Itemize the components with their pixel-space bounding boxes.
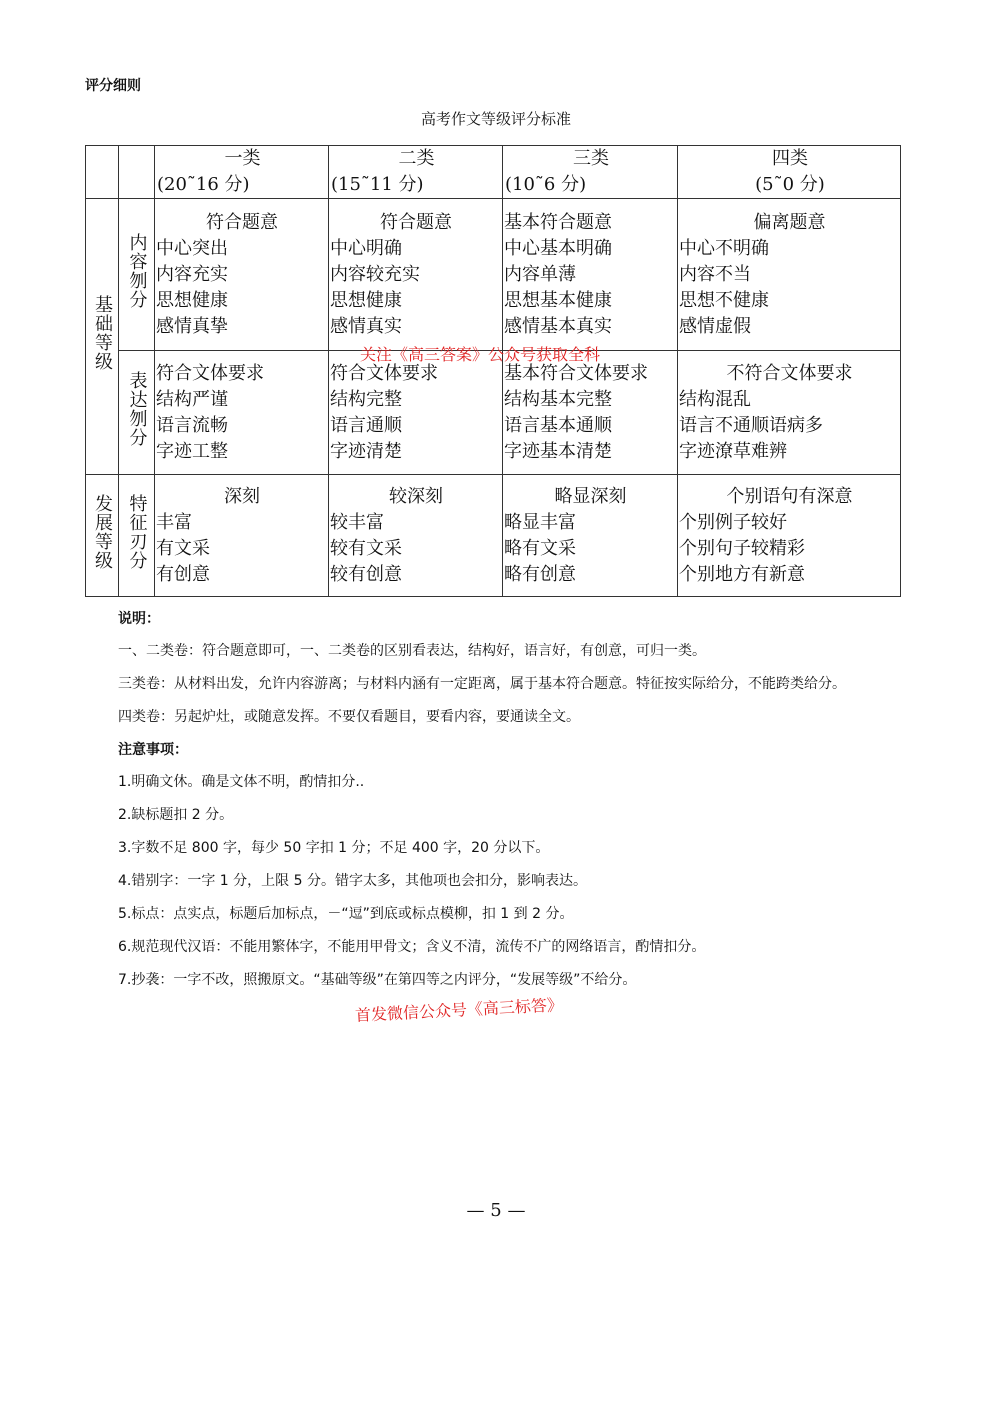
feature-row <box>86 475 901 597</box>
subgroup-feature: 特征刃分 <box>119 475 155 597</box>
class-range: (20˜16 分) <box>157 174 250 195</box>
content-cell-3: 基本符合题意 中心基本明确 内容单薄 思想基本健康 感情基本真实 <box>503 199 678 351</box>
expression-cell-2: 符合文体要求 结构完整 语言通顺 字迹清楚 <box>329 351 503 475</box>
expression-cell-1: 符合文体要求 结构严谨 语言流畅 字迹工整 <box>155 351 329 475</box>
notes-section <box>85 603 915 997</box>
notes-label: 注意事项： <box>118 742 188 758</box>
subgroup-content: 内容刎分 <box>119 199 155 351</box>
expression-cell-3: 基本符合文体要求 结构基本完整 语言基本通顺 字迹基本清楚 <box>503 351 678 475</box>
note-item: 5.标点：点实点，标题后加标点，－“逗”到底或标点模柳，扣 1 到 2 分。 <box>118 906 574 922</box>
note-item: 3.字数不足 800 字，每少 50 字扣 1 分；不足 400 字，20 分以下。 <box>118 840 550 856</box>
watermark-bottom: 首发微信公众号《高三标答》 <box>354 995 564 1025</box>
note-item: 7.抄袭：一字不改，照搬原文。“基础等级”在第四等之内评分，“发展等级”不给分。 <box>118 972 637 988</box>
corner-cell <box>86 146 119 199</box>
table-title: 高考作文等级评分标准 <box>420 110 571 128</box>
page-number: — 5 — <box>466 1200 526 1221</box>
header-class-2 <box>329 146 503 199</box>
table-header-row <box>86 146 901 199</box>
class-name: 一类 <box>224 148 261 169</box>
note-item: 4.错别字：一字 1 分，上限 5 分。错字太多，其他项也会扣分，影响表达。 <box>118 873 587 889</box>
feature-cell-2: 较深刻 较丰富 较有文采 较有创意 <box>329 475 503 597</box>
content-cell-1: 符合题意 中心突出 内容充实 思想健康 感情真挚 <box>155 199 329 351</box>
feature-cell-1: 深刻 丰富 有文采 有创意 <box>155 475 329 597</box>
group-development: 发展等级 <box>86 475 119 597</box>
section-title: 评分细则 <box>85 78 141 94</box>
content-cell-4: 偏离题意 中心不明确 内容不当 思想不健康 感情虚假 <box>678 199 901 351</box>
explanation-paragraph: 三类卷：从材料出发，允许内容游离；与材料内涵有一定距离，属于基本符合题意。特征按实际给分，不能跨类给分。 <box>118 676 846 692</box>
content-row <box>86 199 901 351</box>
class-range: (15˜11 分) <box>331 174 424 195</box>
class-name: 二类 <box>398 148 435 169</box>
feature-cell-3: 略显深刻 略显丰富 略有文采 略有创意 <box>503 475 678 597</box>
explanation-paragraph: 四类卷：另起炉灶，或随意发挥。不要仅看题目，要看内容，要通读全文。 <box>118 709 580 725</box>
grading-table <box>85 145 901 597</box>
subgroup-expression: 表达刎分 <box>119 351 155 475</box>
note-item: 2.缺标题扣 2 分。 <box>118 807 234 823</box>
note-item: 1.明确文休。确是文体不明，酌情扣分.. <box>118 774 365 790</box>
header-class-3 <box>503 146 678 199</box>
class-range: (10˜6 分) <box>505 174 587 195</box>
class-name: 四类 <box>772 148 808 169</box>
group-basic: 基础等级 <box>86 199 119 475</box>
watermark-top: 关注《高三答案》公众号获取全科 <box>360 345 601 364</box>
header-class-1 <box>155 146 329 199</box>
expression-row <box>86 351 901 475</box>
explanation-label: 说明： <box>118 611 160 627</box>
feature-cell-4: 个别语句有深意 个别例子较好 个别句子较精彩 个别地方有新意 <box>678 475 901 597</box>
explanation-paragraph: 一、二类卷：符合题意即可，一、二类卷的区别看表达，结构好，语言好，有创意，可归一类。 <box>118 643 706 659</box>
expression-cell-4: 不符合文体要求 结构混乱 语言不通顺语病多 字迹潦草难辨 <box>678 351 901 475</box>
class-name: 三类 <box>573 148 609 169</box>
content-cell-2: 符合题意 中心明确 内容较充实 思想健康 感情真实 <box>329 199 503 351</box>
note-item: 6.规范现代汉语：不能用繁体字，不能用甲骨文；含义不清，流传不广的网络语言，酌情扣分。 <box>118 939 706 955</box>
header-class-4 <box>678 146 901 199</box>
class-range: (5˜0 分) <box>755 174 825 195</box>
corner-cell <box>119 146 155 199</box>
